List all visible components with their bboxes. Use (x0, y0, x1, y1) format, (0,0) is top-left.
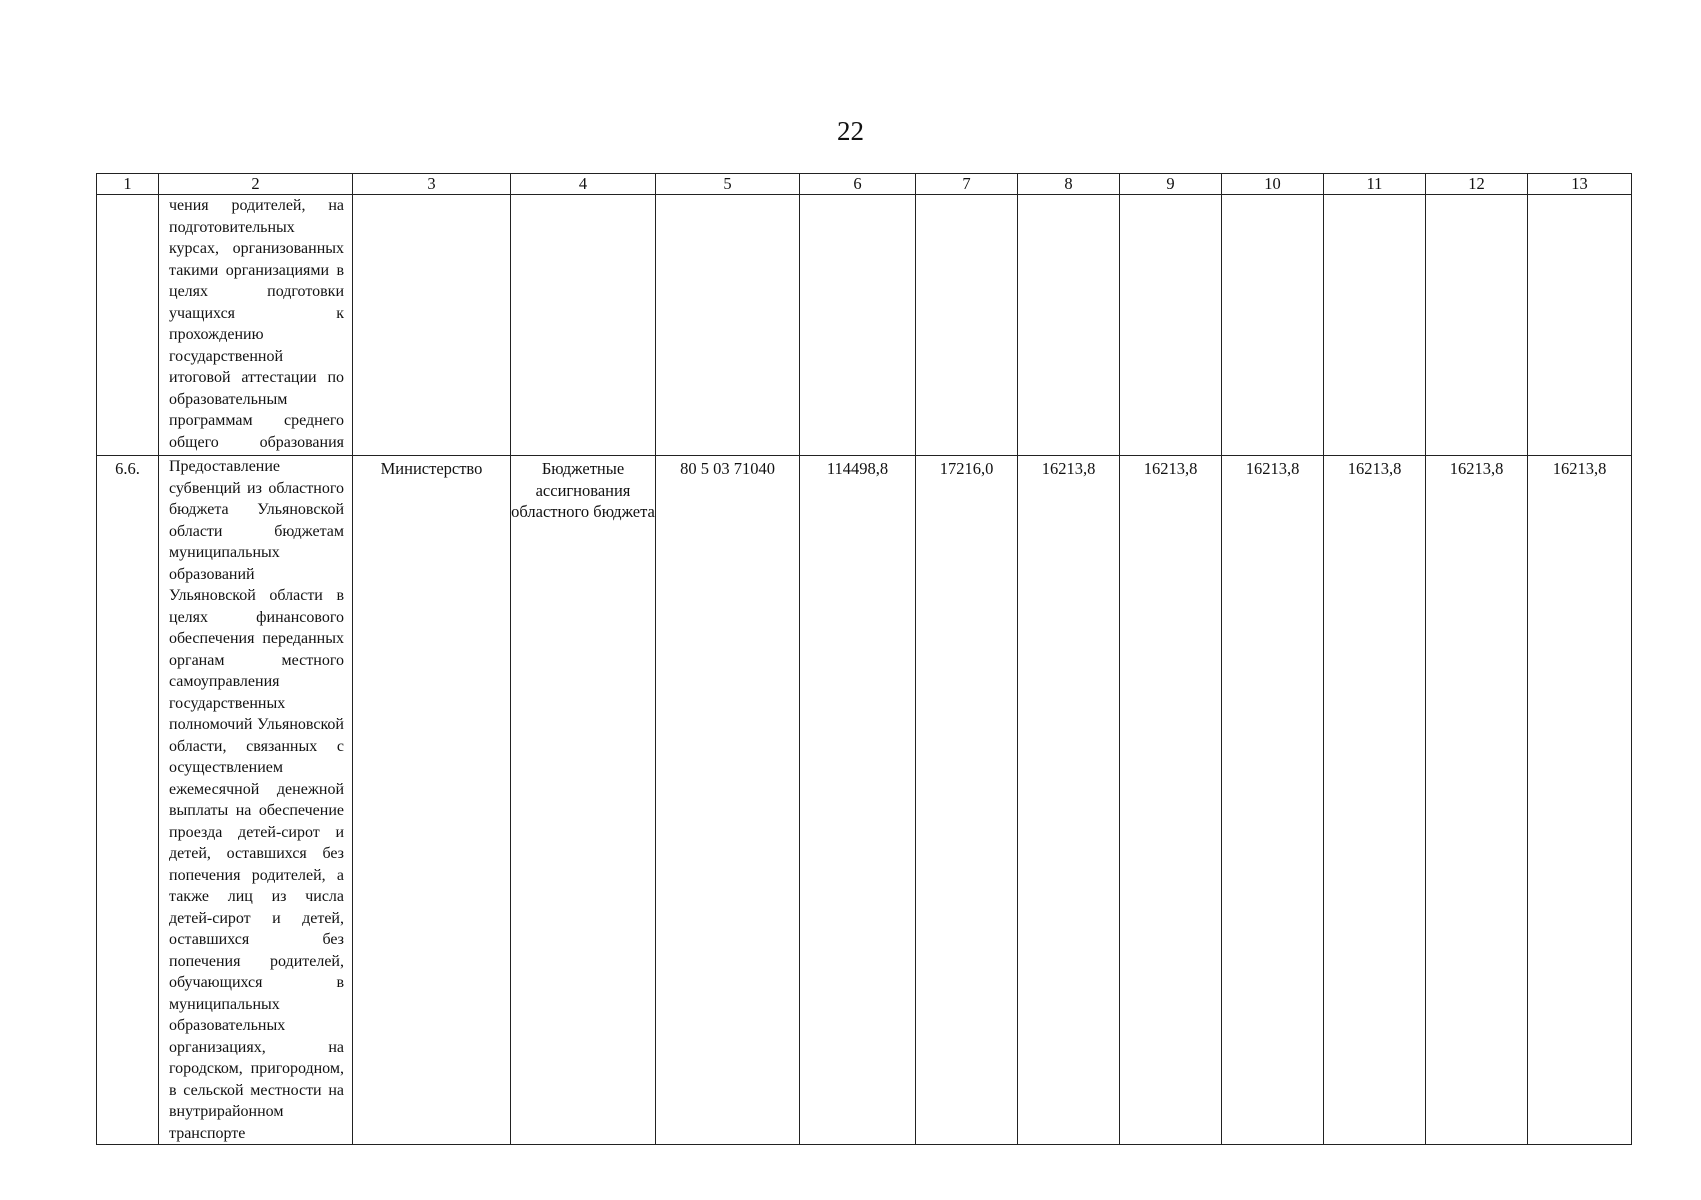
budget-code-cell (656, 195, 800, 456)
total-amount-cell: 114498,8 (800, 456, 916, 1145)
header-cell: 10 (1222, 174, 1324, 195)
amount-cell: 17216,0 (916, 456, 1018, 1145)
funding-source-cell: Бюджетные ассигнования областного бюджета (511, 456, 656, 1145)
amount-cell: 16213,8 (1426, 456, 1528, 1145)
page-number: 22 (837, 116, 864, 146)
header-cell: 11 (1324, 174, 1426, 195)
header-cell: 12 (1426, 174, 1528, 195)
amount-cell (1324, 195, 1426, 456)
table-row (97, 195, 1632, 456)
table-row (97, 456, 1632, 1145)
header-cell: 5 (656, 174, 800, 195)
header-cell: 4 (511, 174, 656, 195)
header-row (97, 174, 1632, 195)
amount-cell: 16213,8 (1120, 456, 1222, 1145)
executor-cell: Министерство (353, 456, 511, 1145)
header-cell: 9 (1120, 174, 1222, 195)
amount-cell: 16213,8 (1018, 456, 1120, 1145)
header-cell: 2 (159, 174, 353, 195)
amount-cell: 16213,8 (1222, 456, 1324, 1145)
description-cell: Предоставление субвенций из областного бюджета Ульяновской области бюджетам муниципальных образований Ульяновской области в целях финансового обеспечения переданных органам местного самоуправления государственных полномочий Ульяновской области, связанных с осуществлением ежемесячной денежной выплаты на обеспечение проезда детей-сирот и детей, оставшихся без попечения родителей, а также лиц из числа детей-сирот и детей, оставшихся без попечения родителей, обучающихся в муниципальных образовательных организациях, на городском, пригородном, в сельской местности на внутрирайонном транспорте (159, 456, 353, 1145)
amount-cell (1120, 195, 1222, 456)
budget-table (96, 173, 1632, 1145)
executor-cell (353, 195, 511, 456)
amount-cell (1426, 195, 1528, 456)
row-number-cell: 6.6. (97, 456, 159, 1145)
funding-source-cell (511, 195, 656, 456)
total-amount-cell (800, 195, 916, 456)
budget-code-cell: 80 5 03 71040 (656, 456, 800, 1145)
header-cell: 6 (800, 174, 916, 195)
header-cell: 3 (353, 174, 511, 195)
amount-cell (1528, 195, 1632, 456)
header-cell: 8 (1018, 174, 1120, 195)
amount-cell (916, 195, 1018, 456)
header-cell: 1 (97, 174, 159, 195)
amount-cell (1018, 195, 1120, 456)
description-cell: чения родителей, на подготовительных курсах, организованных такими организациями в целях подготовки учащихся к прохождению государственной итоговой аттестации по образовательным программам среднего общего образования (159, 195, 353, 456)
header-cell: 7 (916, 174, 1018, 195)
header-cell: 13 (1528, 174, 1632, 195)
amount-cell: 16213,8 (1324, 456, 1426, 1145)
amount-cell: 16213,8 (1528, 456, 1632, 1145)
row-number-cell (97, 195, 159, 456)
amount-cell (1222, 195, 1324, 456)
